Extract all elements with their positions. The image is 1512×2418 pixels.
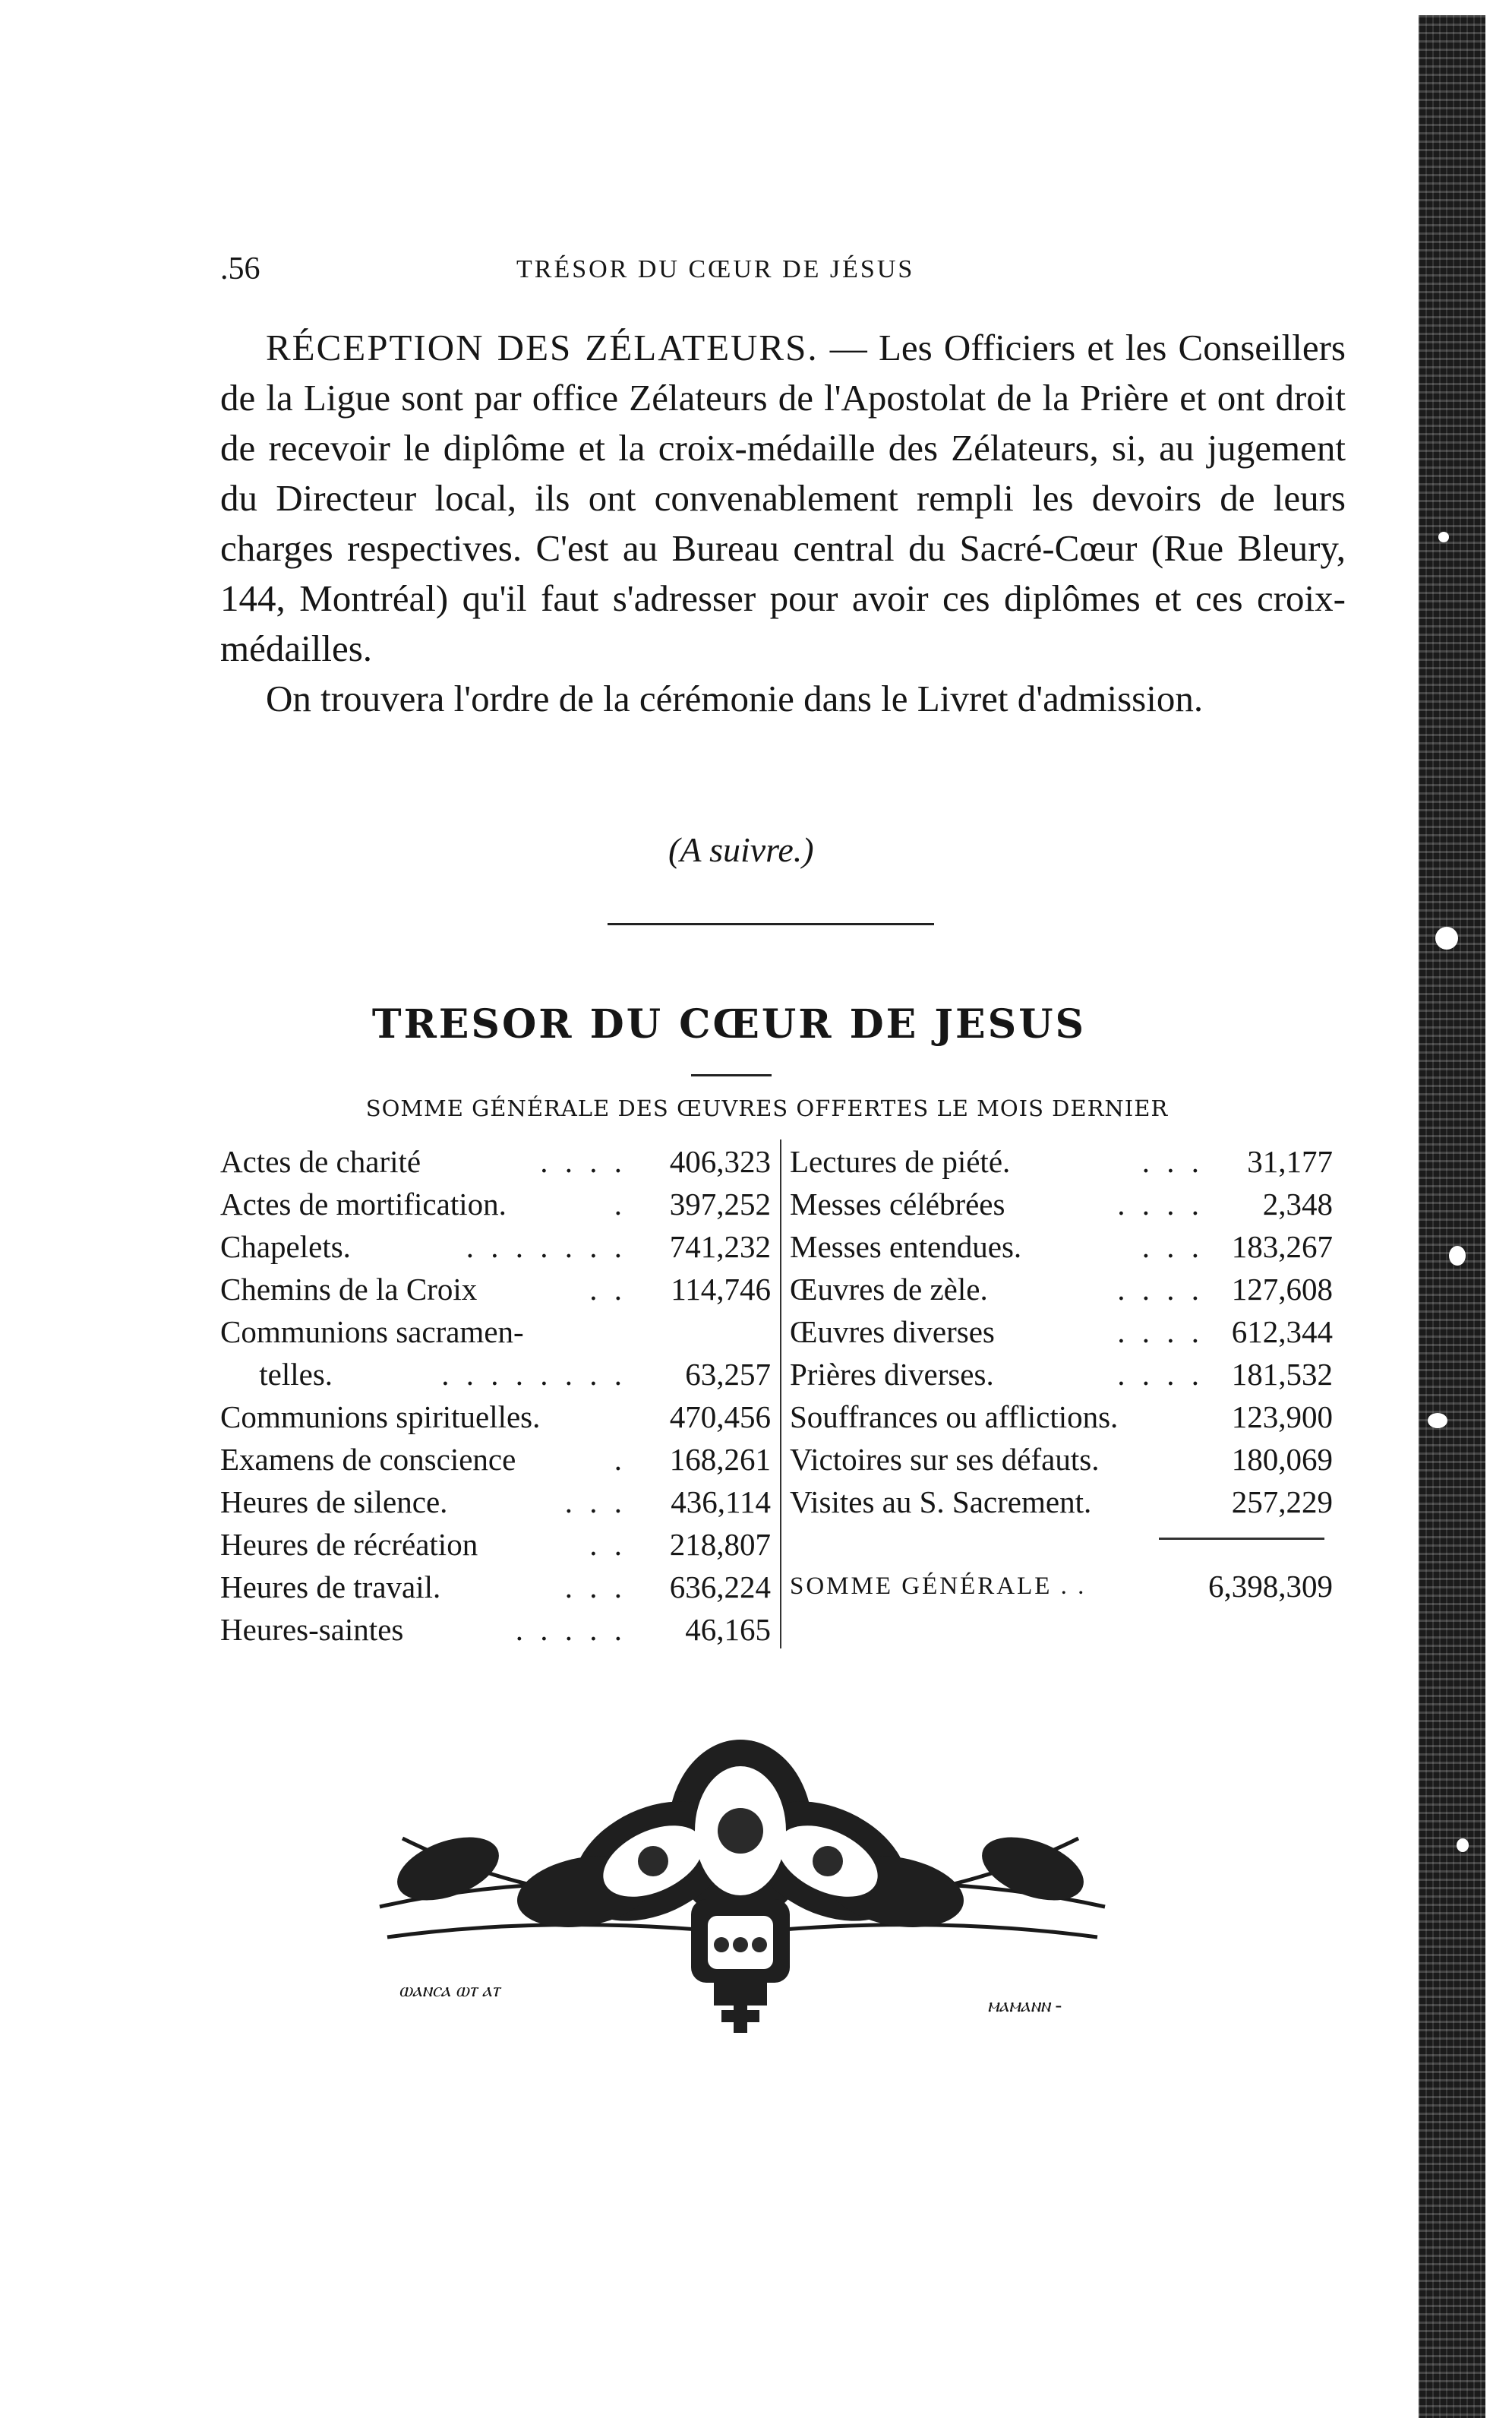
works-count: 436,114 [671, 1484, 771, 1519]
article-body [220, 323, 1346, 724]
works-row [790, 1356, 1333, 1399]
works-label: Œuvres diverses [790, 1314, 995, 1349]
dot-leader: . [614, 1442, 627, 1477]
grand-total-label: SOMME GÉNÉRALE . . [790, 1572, 1087, 1600]
works-row [790, 1399, 1333, 1441]
works-count: 168,261 [669, 1442, 771, 1477]
dot-leader: . . [589, 1272, 627, 1307]
works-row [220, 1356, 771, 1399]
works-label: Chapelets. [220, 1229, 351, 1264]
works-count: 63,257 [685, 1357, 771, 1392]
works-count: 127,608 [1231, 1272, 1333, 1307]
section-divider-rule [608, 923, 934, 925]
works-label: Communions sacramen- [220, 1314, 524, 1349]
running-title: TRÉSOR DU CŒUR DE JÉSUS [516, 255, 915, 283]
works-row [220, 1611, 771, 1654]
works-label: Examens de conscience [220, 1442, 516, 1477]
works-label: Heures de travail. [220, 1569, 441, 1604]
works-count: 114,746 [671, 1272, 771, 1307]
paragraph-text: — Les Officiers et les Conseillers de la Ligue sont par office Zélateurs de l'Apostolat de la Prière et ont droit de recevoir le diplôme et la croix-médaille des Zélateurs, si, au jugement du Directeur local, ils ont convenablement rempli les devoirs de leurs charges respectives. C'est au Bureau central du Sacré-Cœur (Rue Bleury, 144, Montréal) qu'il faut s'adresser pour avoir ces diplômes et ces croix-médailles. [220, 327, 1346, 669]
dot-leader: . . . . . [515, 1612, 627, 1647]
works-row [220, 1569, 771, 1611]
works-label: Messes célébrées [790, 1187, 1005, 1222]
works-label: Actes de mortification. [220, 1187, 507, 1222]
dot-leader: . . . [564, 1569, 627, 1604]
works-label: Heures-saintes [220, 1612, 404, 1647]
edge-spot [1449, 1246, 1466, 1266]
works-count: 183,267 [1231, 1229, 1333, 1264]
works-row [790, 1441, 1333, 1484]
right-works-column [790, 1143, 1333, 1526]
ornament-caption-left: ⲱⲁⲛⲥⲁ ⲱⲧ ⲁⲧ [399, 1979, 500, 2001]
page-number: .56 [220, 251, 260, 286]
works-row [790, 1271, 1333, 1313]
works-count: 123,900 [1231, 1399, 1333, 1434]
to-be-continued-note: (A suivre.) [668, 830, 814, 869]
title-underline-rule [691, 1074, 772, 1076]
edge-spot [1457, 1838, 1469, 1852]
works-row [220, 1186, 771, 1228]
works-row [790, 1484, 1333, 1526]
works-row [220, 1313, 771, 1356]
grand-total-value: 6,398,309 [1208, 1569, 1333, 1604]
works-row [220, 1399, 771, 1441]
dot-leader: . . . [1141, 1144, 1204, 1179]
works-label: Communions spirituelles. [220, 1399, 541, 1434]
works-count: 257,229 [1231, 1484, 1333, 1519]
works-label: Lectures de piété. [790, 1144, 1011, 1179]
works-row [220, 1143, 771, 1186]
dot-leader: . . . [1141, 1229, 1204, 1264]
paragraph-ceremony: On trouvera l'ordre de la cérémonie dans le Livret d'admission. [266, 678, 1204, 719]
works-label: Chemins de la Croix [220, 1272, 478, 1307]
works-label: Souffrances ou afflictions. [790, 1399, 1119, 1434]
works-count: 612,344 [1231, 1314, 1333, 1349]
total-rule [1159, 1538, 1324, 1540]
treasury-title: TRESOR DU CŒUR DE JESUS [371, 1001, 1087, 1048]
column-divider [780, 1139, 781, 1648]
grand-total-row [790, 1568, 1333, 1610]
works-row [790, 1228, 1333, 1271]
works-count: 741,232 [669, 1229, 771, 1264]
dot-leader: . [614, 1187, 627, 1222]
page-edge-scan-border [1419, 15, 1485, 2418]
dot-leader: . . . [564, 1484, 627, 1519]
dot-leader: . . . . . . . [466, 1229, 627, 1264]
page-header [220, 251, 1056, 296]
dot-leader: . . . . [1117, 1187, 1204, 1222]
works-count: 180,069 [1231, 1442, 1333, 1477]
works-row [790, 1143, 1333, 1186]
works-label: Prières diverses. [790, 1357, 994, 1392]
works-row [220, 1441, 771, 1484]
works-count: 2,348 [1262, 1187, 1333, 1222]
works-row [220, 1271, 771, 1313]
works-count: 406,323 [669, 1144, 771, 1179]
ornament-caption-right: ⲙⲁⲙⲁⲛⲛ - [987, 1994, 1062, 2016]
edge-spot [1438, 532, 1449, 542]
dot-leader: . . . . [1117, 1314, 1204, 1349]
works-row [220, 1526, 771, 1569]
works-label: Actes de charité [220, 1144, 421, 1179]
works-label: Messes entendues. [790, 1229, 1022, 1264]
works-count: 218,807 [669, 1527, 771, 1562]
dot-leader: . . . . . . . . [441, 1357, 627, 1392]
works-row [220, 1484, 771, 1526]
edge-spot [1428, 1413, 1447, 1428]
dot-leader: . . . . [1117, 1272, 1204, 1307]
works-label: telles. [220, 1357, 333, 1392]
works-count: 181,532 [1231, 1357, 1333, 1392]
works-row [790, 1313, 1333, 1356]
works-count: 636,224 [669, 1569, 771, 1604]
paragraph-reception [220, 323, 1346, 674]
edge-spot [1435, 927, 1458, 950]
works-row [790, 1186, 1333, 1228]
left-works-column [220, 1143, 771, 1654]
works-label: Victoires sur ses défauts. [790, 1442, 1100, 1477]
works-row [220, 1228, 771, 1271]
works-label: Heures de récréation [220, 1527, 478, 1562]
works-count: 470,456 [669, 1399, 771, 1434]
works-count: 46,165 [685, 1612, 771, 1647]
works-label: Visites au S. Sacrement. [790, 1484, 1092, 1519]
dot-leader: . . . . [540, 1144, 627, 1179]
treasury-subtitle: SOMME GÉNÉRALE DES ŒUVRES OFFERTES LE MOIS DERNIER [365, 1095, 1169, 1121]
works-count: 31,177 [1247, 1144, 1333, 1179]
works-label: Œuvres de zèle. [790, 1272, 988, 1307]
dot-leader: . . [589, 1527, 627, 1562]
works-label: Heures de silence. [220, 1484, 448, 1519]
section-heading: RÉCEPTION DES ZÉLATEURS. [266, 327, 819, 368]
works-count: 397,252 [669, 1187, 771, 1222]
dot-leader: . . . . [1117, 1357, 1204, 1392]
